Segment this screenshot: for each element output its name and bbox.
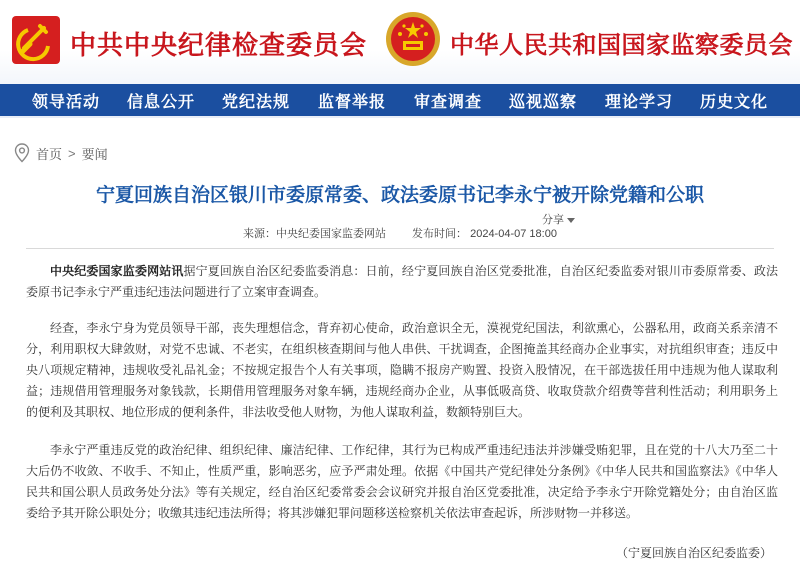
article-meta <box>0 225 800 241</box>
footer-source: （宁夏回族自治区纪委监委） <box>615 546 772 560</box>
nav-item-theory[interactable]: 理论学习 <box>605 92 674 111</box>
article-source: 来源：中央纪委国家监委网站 <box>243 228 387 240</box>
nav-item-leadership[interactable]: 领导活动 <box>32 92 101 111</box>
main-nav <box>0 84 800 116</box>
article-paragraph <box>26 261 778 303</box>
breadcrumb-home[interactable]: 首页 <box>36 146 63 162</box>
nav-item-history[interactable]: 历史文化 <box>700 92 769 111</box>
breadcrumb <box>14 142 108 164</box>
nav-item-regulations[interactable]: 党纪法规 <box>222 92 291 111</box>
share-label: 分享 <box>542 214 564 226</box>
article-title: 宁夏回族自治区银川市委原常委、政法委原书记李永宁被开除党籍和公职 <box>95 185 704 206</box>
breadcrumb-separator: > <box>68 145 76 161</box>
nav-shadow <box>0 116 800 118</box>
article-paragraph: 经查，李永宁身为党员领导干部，丧失理想信念，背弃初心使命，政治意识全无，漠视党纪国法，利欲熏心，公器私用，政商关系亲清不分，利用职权大肆敛财，对党不忠诚、不老实，在组织核查期间与他人串供、干扰调查，企图掩盖其经商办企业事实，对抗组织审查；违反中央八项规定精神，违规收受礼品礼金；不按规定报告个人有关事项，隐瞒不报房产购置、投资入股情况，在干部选拔任用中违规为他人谋取利益；违规借用管理服务对象钱款，长期借用管理服务对象车辆，违规经商办企业，从事低吸高贷、收取贷款介绍费等营利性活动；利用职务上的便利及其职权、地位形成的便利条件，非法收受他人财物，为他人谋取利益，数额特别巨大。 <box>26 321 778 419</box>
national-emblem-icon[interactable] <box>384 10 442 68</box>
article-paragraph: 李永宁严重违反党的政治纪律、组织纪律、廉洁纪律、工作纪律，其行为已构成严重违纪违法并涉嫌受贿犯罪，且在党的十八大乃至二十大后仍不收敛、不收手、不知止，性质严重，影响恶劣，应予严肃处理。依据《中国共产党纪律处分条例》《中华人民共和国监察法》《中华人民共和国公职人员政务处分法》等有关规定，经自治区纪委常委会会议研究并报自治区党委批准，决定给予李永宁开除党籍处分；由自治区监委给予其开除公职处分；收缴其违纪违法所得；将其涉嫌犯罪问题移送检察机关依法审查起诉，所涉财物一并移送。 <box>26 443 778 520</box>
location-pin-icon <box>14 143 30 163</box>
site-header <box>0 0 800 84</box>
party-emblem-icon[interactable] <box>10 14 62 66</box>
nav-item-disclosure[interactable]: 信息公开 <box>127 92 196 111</box>
cdi-title[interactable]: 中共中央纪律检查委员会 <box>70 31 368 61</box>
paragraph-text: 据宁夏回族自治区纪委监委消息：日前，经宁夏回族自治区党委批准，自治区纪委监委对银川市委原常委、政法委原书记李永宁严重违纪违法问题进行了立案审查调查。 <box>26 264 778 299</box>
article-publish-time: 发布时间： 2024-04-07 18:00 <box>412 228 557 240</box>
breadcrumb-current[interactable]: 要闻 <box>81 146 108 162</box>
nsc-title[interactable]: 中华人民共和国国家监察委员会 <box>450 30 793 59</box>
title-divider <box>26 248 774 249</box>
nav-item-inspection[interactable]: 巡视巡察 <box>509 92 578 111</box>
nav-item-reporting[interactable]: 监督举报 <box>318 92 387 111</box>
chevron-down-icon <box>567 218 575 223</box>
nav-item-investigation[interactable]: 审查调查 <box>414 92 483 111</box>
lead-source: 中央纪委国家监委网站讯 <box>50 264 184 278</box>
